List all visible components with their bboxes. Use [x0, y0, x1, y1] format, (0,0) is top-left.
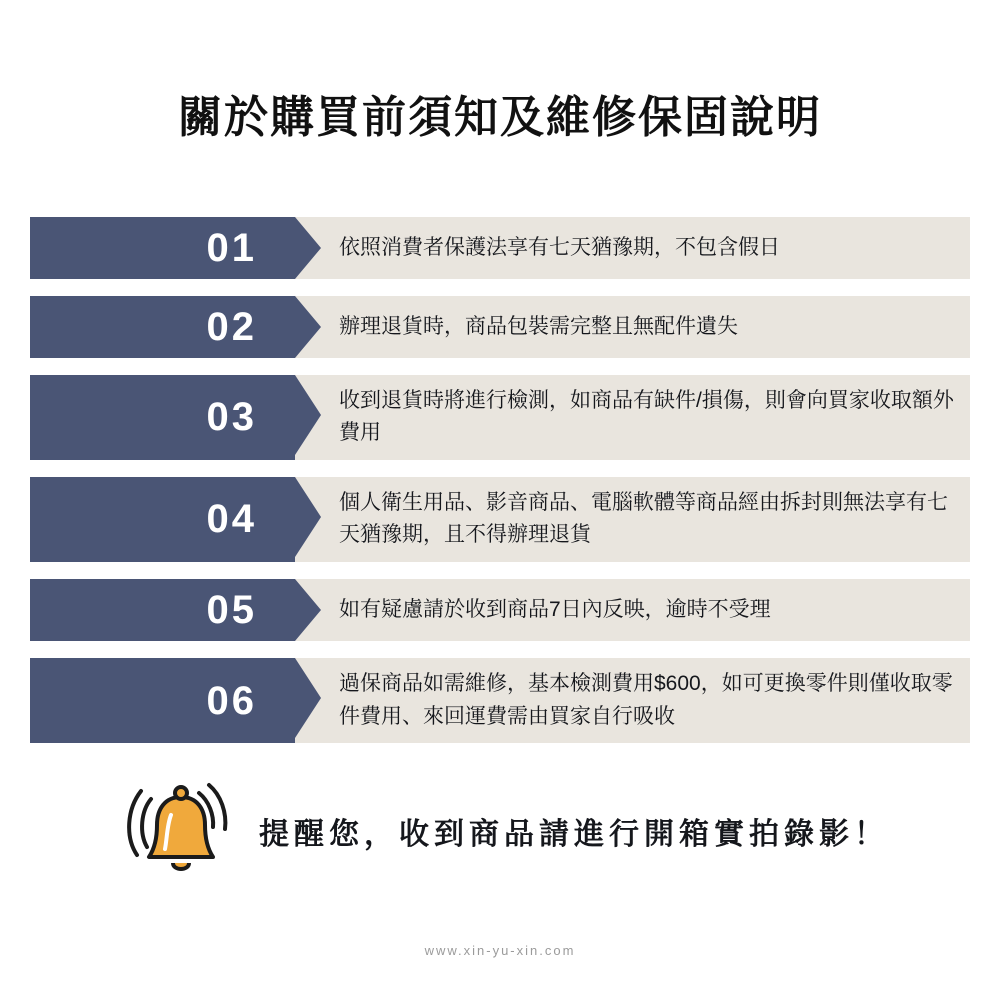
page-title: 關於購買前須知及維修保固說明: [178, 93, 822, 142]
reminder-banner: [0, 771, 1000, 891]
item-number-block: [30, 477, 295, 562]
footer-url: www.xin-yu-xin.com: [424, 943, 576, 958]
item-number: 06: [206, 678, 257, 723]
list-item: [30, 658, 970, 743]
list-item: [30, 477, 970, 562]
item-number: 01: [206, 225, 257, 270]
list-item: [30, 375, 970, 460]
item-text: 如有疑慮請於收到商品7日內反映，逾時不受理: [339, 597, 771, 621]
terms-list: [0, 217, 1000, 743]
list-item: [30, 579, 970, 641]
item-number-block: [30, 375, 295, 460]
bell-icon: [121, 771, 241, 891]
reminder-text: 提醒您，收到商品請進行開箱實拍錄影！: [259, 818, 889, 852]
item-number: 02: [206, 304, 257, 349]
item-text: 辦理退貨時，商品包裝需完整且無配件遺失: [339, 314, 738, 338]
list-item: [30, 296, 970, 358]
item-number-block: [30, 579, 295, 641]
item-text: 個人衛生用品、影音商品、電腦軟體等商品經由拆封則無法享有七天猶豫期，且不得辦理退貨: [339, 490, 948, 547]
item-number-block: [30, 217, 295, 279]
item-text: 收到退貨時將進行檢測，如商品有缺件/損傷，則會向買家收取額外費用: [339, 388, 954, 445]
list-item: [30, 217, 970, 279]
item-number: 04: [206, 497, 257, 542]
item-number: 03: [206, 395, 257, 440]
item-text: 過保商品如需維修，基本檢測費用$600，如可更換零件則僅收取零件費用、來回運費需由買家自行吸收: [339, 671, 953, 728]
item-number: 05: [206, 587, 257, 632]
item-number-block: [30, 658, 295, 743]
item-text: 依照消費者保護法享有七天猶豫期，不包含假日: [339, 235, 780, 259]
item-number-block: [30, 296, 295, 358]
